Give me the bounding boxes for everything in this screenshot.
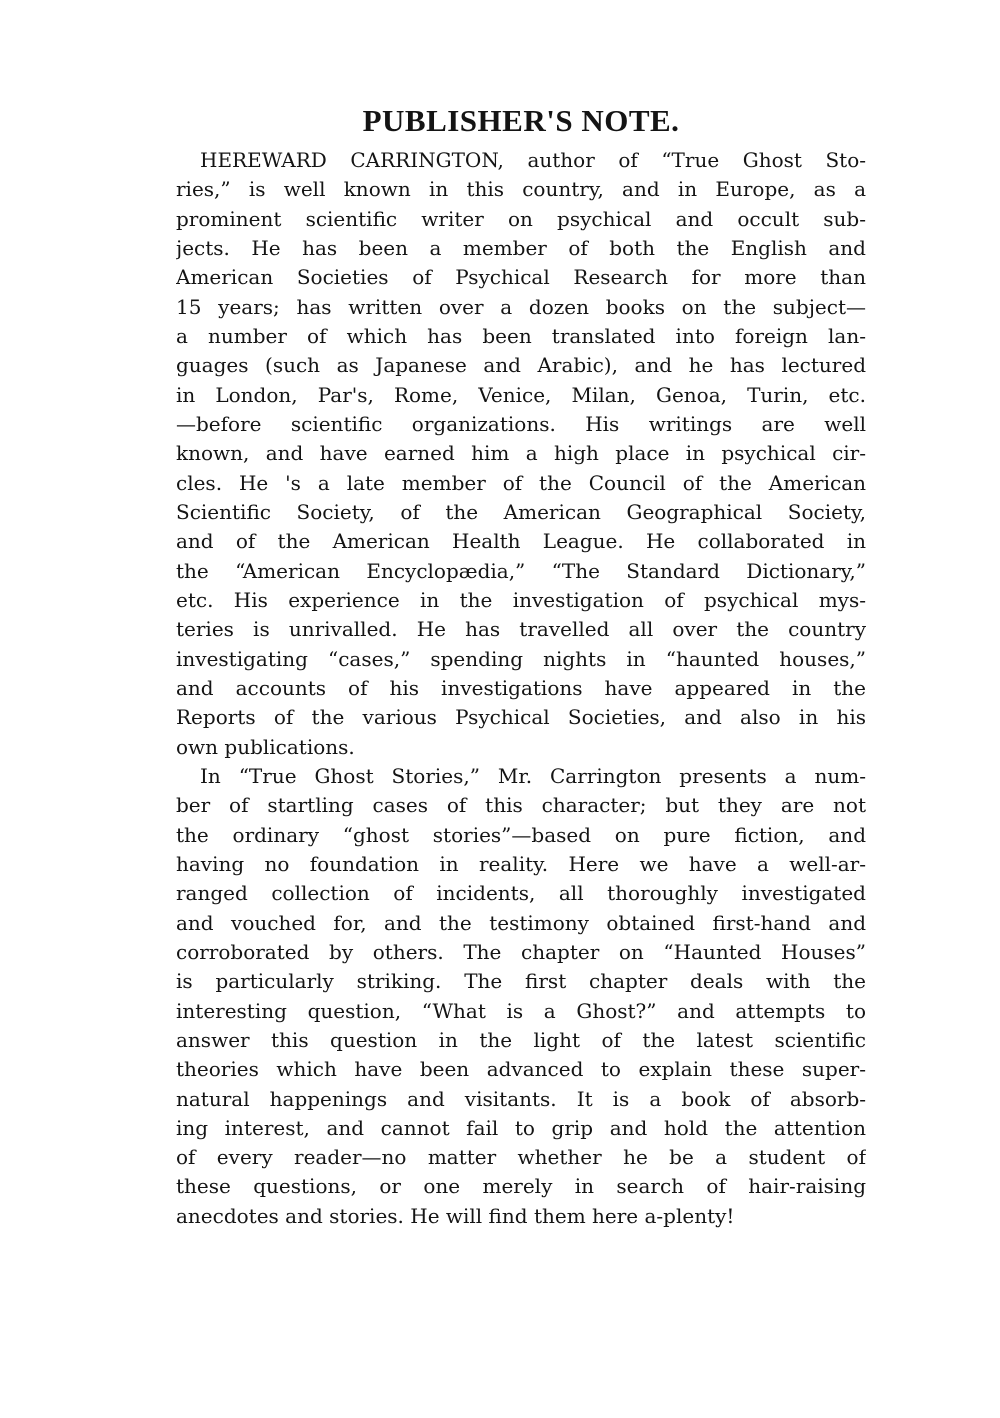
- text-line: Scientific Society, of the American Geographical Society,: [176, 499, 866, 524]
- text-line: teries is unrivalled. He has travelled all over the country: [176, 617, 866, 642]
- paragraph-2: [176, 762, 866, 1231]
- paragraph-1: [176, 146, 866, 762]
- publishers-note-text: [176, 146, 866, 1231]
- text-line: interesting question, “What is a Ghost?” and attempts to: [176, 998, 866, 1023]
- text-line: cles. He 's a late member of the Council of the American: [176, 470, 866, 495]
- text-line: jects. He has been a member of both the English and: [176, 235, 866, 260]
- text-line: etc. His experience in the investigation of psychical mys-: [176, 587, 866, 612]
- text-line: and of the American Health League. He collaborated in: [176, 529, 866, 554]
- book-page: [176, 0, 866, 1418]
- text-line: own publications.: [176, 734, 355, 759]
- text-line: natural happenings and visitants. It is a book of absorb-: [176, 1086, 866, 1111]
- text-line: these questions, or one merely in search of hair-raising: [176, 1174, 866, 1199]
- text-line: 15 years; has written over a dozen books on the subject—: [176, 294, 866, 319]
- text-line: ranged collection of incidents, all thoroughly investigated: [176, 881, 866, 906]
- text-line: the ordinary “ghost stories”—based on pure fiction, and: [176, 822, 866, 847]
- text-line: theories which have been advanced to explain these super-: [176, 1057, 866, 1082]
- text-line: HEREWARD CARRINGTON, author of “True Ghost Sto-: [200, 148, 866, 172]
- text-line: guages (such as Japanese and Arabic), and he has lectured: [176, 353, 866, 378]
- text-line: and accounts of his investigations have appeared in the: [176, 675, 866, 700]
- text-line: American Societies of Psychical Research for more than: [176, 265, 866, 290]
- text-line: ing interest, and cannot fail to grip and hold the attention: [176, 1115, 866, 1140]
- text-line: corroborated by others. The chapter on “Haunted Houses”: [176, 939, 866, 964]
- text-line: the “American Encyclopædia,” “The Standard Dictionary,”: [176, 558, 866, 583]
- text-line: is particularly striking. The first chapter deals with the: [176, 969, 866, 994]
- text-line: answer this question in the light of the latest scientific: [176, 1027, 866, 1052]
- text-line: ber of startling cases of this character; but they are not: [176, 793, 866, 818]
- text-line: and vouched for, and the testimony obtained first-hand and: [176, 910, 866, 935]
- text-line: —before scientific organizations. His writings are well: [176, 411, 866, 436]
- text-line: anecdotes and stories. He will find them here a-plenty!: [176, 1203, 735, 1228]
- text-line: In “True Ghost Stories,” Mr. Carrington presents a num-: [200, 763, 866, 788]
- text-line: ries,” is well known in this country, and in Europe, as a: [176, 177, 866, 202]
- text-line: prominent scientific writer on psychical and occult sub-: [176, 206, 866, 231]
- text-line: Reports of the various Psychical Societies, and also in his: [176, 705, 866, 730]
- text-line: of every reader—no matter whether he be a student of: [176, 1145, 866, 1170]
- text-line: investigating “cases,” spending nights in “haunted houses,”: [176, 646, 866, 671]
- text-line: in London, Par's, Rome, Venice, Milan, Genoa, Turin, etc.: [176, 382, 866, 407]
- page-title: PUBLISHER'S NOTE.: [362, 103, 680, 138]
- text-line: a number of which has been translated into foreign lan-: [176, 323, 866, 348]
- text-line: having no foundation in reality. Here we have a well-ar-: [176, 851, 866, 876]
- text-line: known, and have earned him a high place in psychical cir-: [176, 441, 866, 466]
